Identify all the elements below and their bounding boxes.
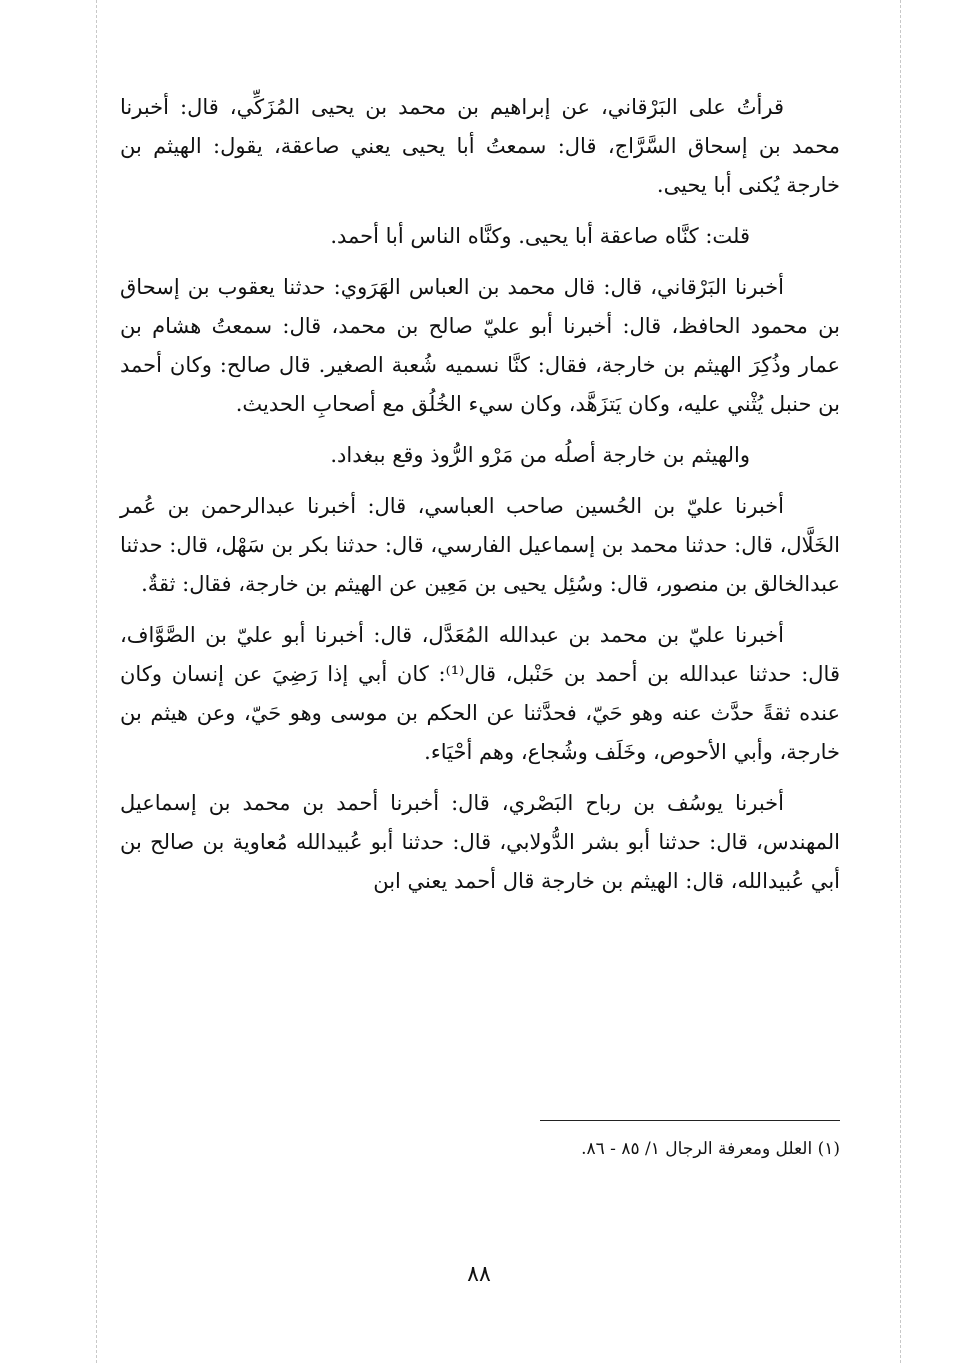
paragraph-3: أخبرنا البَرْقاني، قال: قال محمد بن العباس الهَرَوي: حدثنا يعقوب بن إسحاق بن محمود الحافظ، قال: أخبرنا أبو عليّ صالح بن محمد، قال: سمعتُ هشام بن عمار وذُكِرَ الهيثم بن خارجة، فقال: كنَّا نسميه شُعبة الصغير. قال صالح: وكان أحمد بن حنبل يُثْني عليه، وكان يَتزَهَّد، وكان سيء الخُلُق مع أصحابِ الحديث. [120,275,841,416]
paragraph-6: أخبرنا عليّ بن محمد بن عبدالله المُعَدَّل، قال: أخبرنا أبو عليّ بن الصَّوَّاف، قال: حدثنا عبدالله بن أحمد بن حَنْبل، قال⁽¹⁾: كان أبي إذا رَضِيَ عن إنسان وكان عنده ثقةً حدَّث عنه وهو حَيّ، فحدَّثنا عن الحكم بن موسى وهو حَيّ، وعن هيثم بن خارجة، وأبي الأحوص، وخَلَف وشُجاع، وهم أحْيَاء. [120,623,840,764]
paragraph-2: قلت: كنَّاه صاعقة أبا يحيى. وكنَّاه الناس أبا أحمد. [330,224,750,248]
paragraph-4: والهيثم بن خارجة أصلُه من مَرْو الرُّوذ وقع ببغداد. [330,443,750,467]
paragraph-5: أخبرنا عليّ بن الحُسين صاحب العباسي، قال: أخبرنا عبدالرحمن بن عُمر الخَلَّال، قال: حدثنا محمد بن إسماعيل الفارسي، قال: حدثنا بكر بن سَهْل، قال: حدثنا عبدالخالق بن منصور، قال: وسُئِل يحيى بن مَعِين عن الهيثم بن خارجة، فقال: ثقةٌ. [120,494,840,596]
page-number: ٨٨ [467,1262,491,1287]
page-body [120,88,840,913]
scan-edge-left [96,0,97,1363]
footnote-separator [540,1120,840,1121]
scan-edge-right [900,0,901,1363]
paragraph-7: أخبرنا يوسُف بن رباح البَصْري، قال: أخبرنا أحمد بن محمد بن إسماعيل المهندس، قال: حدثنا أبو بشر الدُّولابي، قال: حدثنا أبو عُبيدالله مُعاوية بن صالح بن أبي عُبيدالله، قال: الهيثم بن خارجة قال أحمد يعني ابن [120,791,840,893]
paragraph-1: قرأتُ على البَرْقاني، عن إبراهيم بن محمد بن يحيى المُزَكِّي، قال: أخبرنا محمد بن إسحاق السَّرَّاج، قال: سمعتُ أبا يحيى يعني صاعقة، يقول: الهيثم بن خارجة يُكنى أبا يحيى. [120,95,840,197]
footnote: (١) العلل ومعرفة الرجال ١/ ٨٥ - ٨٦. [581,1139,840,1159]
